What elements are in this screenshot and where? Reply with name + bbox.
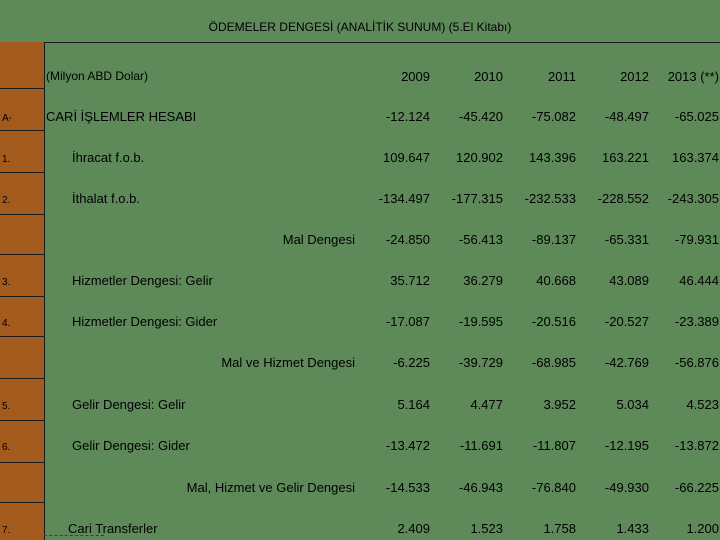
value-cell: -48.497 (604, 109, 649, 124)
sidebar-border (44, 42, 45, 540)
row-index: 4. (2, 318, 11, 329)
value-cell: -243.305 (667, 191, 719, 206)
value-cell: -13.472 (385, 438, 430, 453)
value-cell: 163.374 (672, 150, 719, 165)
year-header: 2010 (474, 69, 503, 84)
value-cell: 35.712 (390, 273, 430, 288)
page-title: ÖDEMELER DENGESİ (ANALİTİK SUNUM) (5.El Kitabı) (208, 20, 512, 34)
sidebar-divider (0, 130, 44, 131)
value-cell: -56.876 (674, 355, 719, 370)
value-cell: 1.758 (543, 521, 576, 536)
value-cell: -79.931 (674, 232, 719, 247)
value-cell: 46.444 (679, 273, 719, 288)
value-cell: -56.413 (458, 232, 503, 247)
sidebar-divider (0, 296, 44, 297)
year-header: 2011 (548, 69, 576, 84)
row-label: Gelir Dengesi: Gelir (72, 397, 186, 412)
row-label: Mal ve Hizmet Dengesi (221, 355, 355, 370)
row-index: 2. (2, 195, 11, 206)
row-label: İhracat f.o.b. (72, 150, 145, 165)
value-cell: -66.225 (674, 480, 719, 495)
value-cell: 163.221 (602, 150, 649, 165)
row-index: 5. (2, 401, 11, 412)
value-cell: -12.124 (385, 109, 430, 124)
value-cell: 120.902 (456, 150, 503, 165)
row-index: 6. (2, 442, 11, 453)
value-cell: -49.930 (604, 480, 649, 495)
value-cell: -13.872 (674, 438, 719, 453)
row-label: Mal Dengesi (282, 232, 355, 247)
year-header: 2009 (401, 69, 430, 84)
row-label: Mal, Hizmet ve Gelir Dengesi (186, 480, 355, 495)
value-cell: -14.533 (385, 480, 430, 495)
value-cell: -177.315 (451, 191, 503, 206)
value-cell: 1.200 (686, 521, 719, 536)
value-cell: 143.396 (529, 150, 576, 165)
row-label: Hizmetler Dengesi: Gelir (72, 273, 213, 288)
value-cell: -75.082 (531, 109, 576, 124)
value-cell: -46.943 (458, 480, 503, 495)
unit-label: (Milyon ABD Dolar) (46, 69, 149, 83)
sidebar-divider (0, 88, 44, 89)
sidebar-divider (0, 502, 44, 503)
row-label: İthalat f.o.b. (72, 191, 140, 206)
sidebar-divider (0, 378, 44, 379)
value-cell: -23.389 (674, 314, 719, 329)
value-cell: -20.527 (604, 314, 649, 329)
sidebar-divider (0, 420, 44, 421)
value-cell: 43.089 (609, 273, 649, 288)
value-cell: 4.523 (686, 397, 719, 412)
value-cell: -76.840 (531, 480, 576, 495)
value-cell: 1.433 (616, 521, 649, 536)
value-cell: -232.533 (524, 191, 576, 206)
top-rule (0, 42, 720, 43)
value-cell: -228.552 (597, 191, 649, 206)
value-cell: 109.647 (383, 150, 430, 165)
value-cell: 5.034 (616, 397, 649, 412)
value-cell: -45.420 (458, 109, 503, 124)
row-index: 1. (2, 154, 11, 165)
year-header: 2012 (620, 69, 649, 84)
value-cell: -20.516 (531, 314, 576, 329)
sidebar-divider (0, 172, 44, 173)
value-cell: 1.523 (470, 521, 503, 536)
value-cell: 3.952 (543, 397, 576, 412)
value-cell: -6.225 (393, 355, 430, 370)
bottom-decoration (44, 535, 104, 540)
value-cell: -68.985 (531, 355, 576, 370)
value-cell: 40.668 (536, 273, 576, 288)
value-cell: -65.331 (604, 232, 649, 247)
value-cell: 36.279 (463, 273, 503, 288)
value-cell: -134.497 (378, 191, 430, 206)
value-cell: -12.195 (604, 438, 649, 453)
value-cell: -42.769 (604, 355, 649, 370)
value-cell: 2.409 (397, 521, 430, 536)
value-cell: -17.087 (385, 314, 430, 329)
sidebar-divider (0, 336, 44, 337)
row-label: Cari Transferler (68, 521, 158, 536)
row-label: Gelir Dengesi: Gider (72, 438, 190, 453)
row-index: A- (2, 113, 12, 124)
sidebar-divider (0, 254, 44, 255)
value-cell: -11.691 (459, 438, 503, 453)
value-cell: 5.164 (397, 397, 430, 412)
sidebar-divider (0, 462, 44, 463)
value-cell: -11.807 (532, 438, 576, 453)
row-index: 3. (2, 277, 11, 288)
value-cell: -19.595 (458, 314, 503, 329)
value-cell: -24.850 (385, 232, 430, 247)
row-index: 7. (2, 525, 11, 536)
row-label: CARİ İŞLEMLER HESABI (46, 109, 197, 124)
row-label: Hizmetler Dengesi: Gider (72, 314, 218, 329)
value-cell: 4.477 (470, 397, 503, 412)
sidebar-divider (0, 214, 44, 215)
year-header: 2013 (**) (667, 69, 719, 84)
value-cell: -39.729 (458, 355, 503, 370)
value-cell: -65.025 (674, 109, 719, 124)
value-cell: -89.137 (531, 232, 576, 247)
